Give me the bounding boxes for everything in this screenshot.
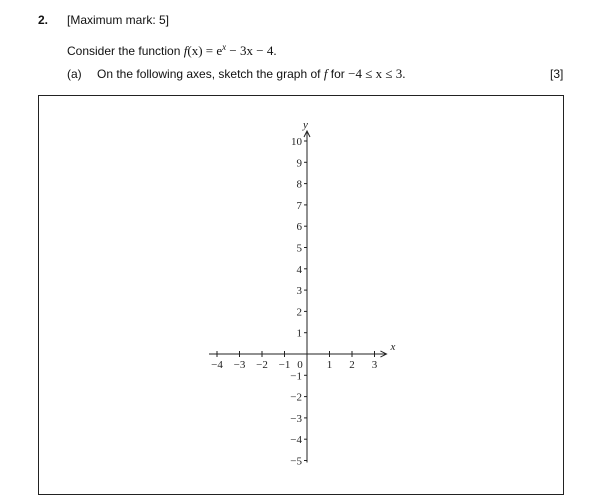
y-tick-label: −4 — [290, 434, 302, 447]
y-tick-label: 8 — [296, 178, 302, 191]
y-tick-label: 10 — [291, 136, 302, 148]
part-a-label: (a) — [67, 67, 82, 81]
function-name: f — [183, 43, 188, 58]
y-tick-label: 9 — [296, 157, 302, 170]
y-tick-label: 4 — [296, 263, 302, 276]
part-a-f-symbol: f — [323, 66, 328, 81]
question-intro — [67, 40, 277, 58]
y-tick-label: −5 — [290, 455, 302, 468]
origin-label: 0 — [297, 359, 303, 371]
part-a-domain-end: . — [402, 66, 406, 81]
part-a-marks: [3] — [550, 67, 564, 81]
answer-box[interactable] — [38, 95, 564, 495]
sketch-axes[interactable] — [39, 96, 565, 496]
part-a-text: On the following axes, sketch the graph of — [97, 67, 324, 81]
part-a-domain: −4 ≤ x ≤ 3 — [348, 66, 403, 81]
y-tick-label: −2 — [290, 391, 302, 404]
intro-text: Consider the function — [67, 44, 184, 58]
y-tick-label: 6 — [296, 221, 302, 234]
part-a-instruction — [97, 67, 405, 81]
function-end: . — [273, 43, 277, 58]
x-tick-label: −3 — [233, 359, 246, 371]
y-tick-label: 1 — [296, 327, 302, 340]
y-tick-label: 2 — [296, 306, 302, 319]
x-tick-label: −1 — [278, 359, 291, 371]
maximum-mark: [Maximum mark: 5] — [67, 13, 170, 27]
question-number: 2. — [38, 13, 49, 27]
part-a-for: for — [327, 67, 349, 81]
x-tick-label: −2 — [256, 359, 268, 371]
function-exponent: x — [222, 42, 227, 52]
x-tick-label: 1 — [326, 359, 333, 371]
y-axis-label: y — [303, 119, 308, 131]
x-tick-label: 2 — [349, 359, 355, 371]
y-tick-label: 5 — [296, 242, 302, 255]
x-axis-label: x — [390, 341, 396, 353]
function-arg: (x) — [187, 43, 203, 58]
function-equals-e: = e — [202, 43, 223, 58]
y-tick-label: −1 — [290, 370, 302, 383]
y-tick-label: −3 — [290, 412, 302, 425]
function-remainder: − 3x − 4 — [226, 43, 274, 58]
y-tick-label: 3 — [296, 285, 302, 298]
x-tick-label: 3 — [371, 359, 378, 371]
y-tick-label: 7 — [296, 199, 302, 212]
x-tick-label: −4 — [211, 359, 223, 371]
